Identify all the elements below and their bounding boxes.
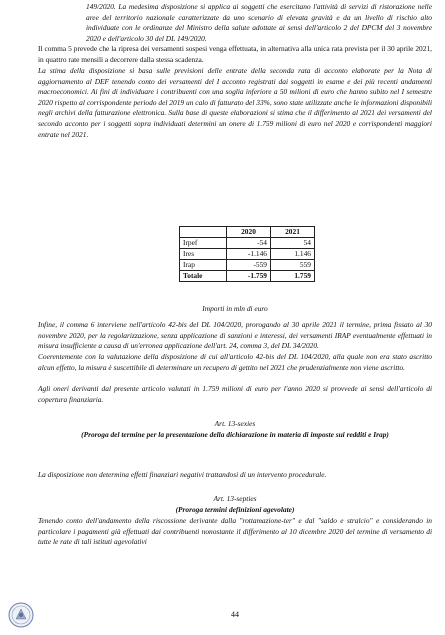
row-label: Irpef bbox=[180, 238, 227, 249]
cell-2020: -1.759 bbox=[227, 271, 271, 282]
cell-2021: 1.146 bbox=[271, 249, 315, 260]
paragraph-comma-6: Infine, il comma 6 interviene nell'articolo 42-bis del DL 104/2020, prorogando al 30 aprile 2021 il termine, prima fissato al 30 novembre 2020, per la regolarizzazione, senza applicazione di sanzioni e interessi, dei versamenti IRAP eventualmente effettuati in misura insufficiente a causa di un'erronea applicazione dell'art. 24, comma 3, del DL 34/2020. bbox=[38, 320, 432, 351]
cell-2021: 1.759 bbox=[271, 271, 315, 282]
row-label: Totale bbox=[180, 271, 227, 282]
paragraph-oneri: Agli oneri derivanti dal presente articolo valutati in 1.759 milioni di euro per l'anno 2020 si provvede ai sensi dell'articolo di copertura finanziaria. bbox=[38, 384, 432, 404]
table-header-empty bbox=[180, 227, 227, 238]
paragraph-rottamazione: Tenendo conto dell'andamento della riscossione derivante dalla "rottamazione-ter" e dal "saldo e stralcio" e considerando in particolare i pagamenti già effettuati dai contribuenti nonostante il differimento al 10 dicembre 2020 del termine di versamento di tutte le rate di tali istituti agevolativi bbox=[38, 516, 432, 547]
paragraph-continuation: 149/2020. La medesima disposizione si applica ai soggetti che esercitano l'attività di servizi di ristorazione nelle aree del territorio nazionale caratterizzate da uno scenario di elevata gravità e da un livello di rischio alto individuate con le ordinanze del Ministro della salute adottate ai sensi dell'articolo 2 del DPCM del 3 novembre 2020 e dell'articolo 30 del DL 149/2020. bbox=[86, 2, 432, 43]
article-13-septies-subtitle: (Proroga termini definizioni agevolate) bbox=[175, 505, 295, 514]
senate-seal-icon bbox=[8, 602, 34, 628]
cell-2020: -54 bbox=[227, 238, 271, 249]
article-13-sexies-subtitle: (Proroga del termine per la presentazione della dichiarazione in materia di imposte sui redditi e Irap) bbox=[81, 430, 389, 439]
table-row bbox=[180, 260, 315, 271]
paragraph-coherence: Coerentemente con la valutazione della disposizione di cui all'articolo 42-bis del DL 104/2020, alla quale non era stato ascritto alcun effetto, la misura è suscettibile di determinare un recupero di gettito nel 2021 che prudenzialmente non viene ascritto. bbox=[38, 352, 432, 372]
table-header-2020: 2020 bbox=[227, 227, 271, 238]
table-total-row bbox=[180, 271, 315, 282]
row-label: Ires bbox=[180, 249, 227, 260]
table-header-row bbox=[180, 227, 315, 238]
article-13-sexies-title: Art. 13-sexies bbox=[214, 419, 256, 428]
paragraph-procedural: La disposizione non determina effetti finanziari negativi trattandosi di un intervento procedurale. bbox=[38, 470, 327, 479]
page-number: 44 bbox=[231, 610, 239, 619]
cell-2020: -1.146 bbox=[227, 249, 271, 260]
cell-2021: 559 bbox=[271, 260, 315, 271]
cell-2020: -559 bbox=[227, 260, 271, 271]
cell-2021: 54 bbox=[271, 238, 315, 249]
article-13-septies-title: Art. 13-septies bbox=[213, 494, 257, 503]
table-header-2021: 2021 bbox=[271, 227, 315, 238]
table-row bbox=[180, 238, 315, 249]
paragraph-estimate: La stima della disposizione si basa sulle previsioni delle entrate della seconda rata di acconto elaborate per la Nota di aggiornamento al DEF tenendo conto dei versamenti del I acconto registrati dai soggetti in esame e dei più recenti andamenti macroeconomici. Ai fini di individuare i contribuenti con una soglia inferiore a 50 milioni di euro che hanno subito nel I semestre 2020 rispetto al corrispondente periodo del 2019 un calo di fatturato del 33%, sono state utilizzate anche le informazioni disponibili negli archivi della fatturazione elettronica. Sulla base di queste elaborazioni si stima che il differimento al 2021 dei versamenti del secondo acconto per i soggetti sopra individuati determini un onere di 1.759 milioni di euro nel 2020 e corrispondenti maggiori entrate nel 2021. bbox=[38, 66, 432, 139]
table-row bbox=[180, 249, 315, 260]
paragraph-comma-5: Il comma 5 prevede che la ripresa dei versamenti sospesi venga effettuata, in alternativa alla unica rata prevista per il 30 aprile 2021, in quattro rate mensili a decorrere dalla stessa scadenza. bbox=[38, 44, 432, 64]
revenue-table bbox=[179, 226, 315, 282]
row-label: Irap bbox=[180, 260, 227, 271]
table-caption: Importi in mln di euro bbox=[202, 304, 268, 313]
